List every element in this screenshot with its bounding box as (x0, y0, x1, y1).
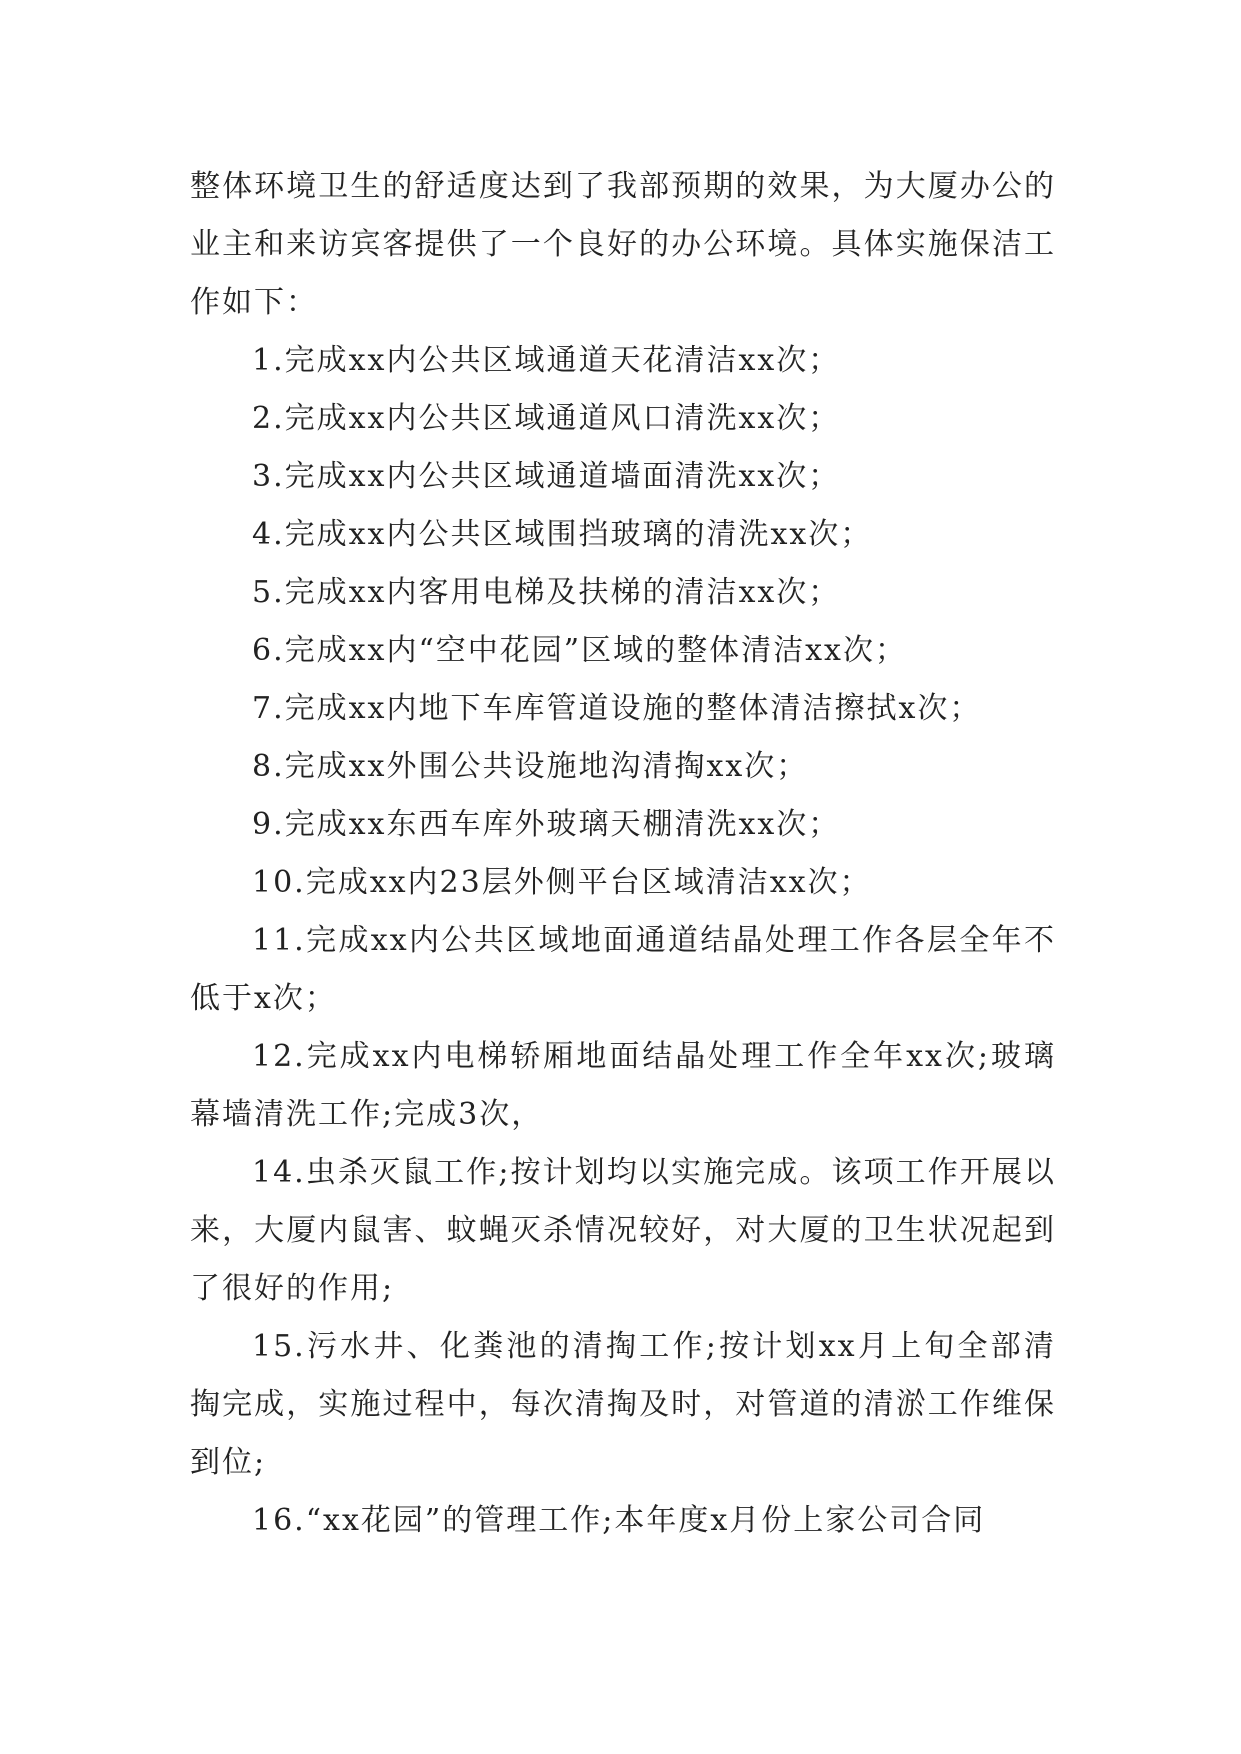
list-item-12: 12.完成xx内电梯轿厢地面结晶处理工作全年xx次;玻璃幕墙清洗工作;完成3次， (190, 1039, 1056, 1132)
list-item-15: 15.污水井、化粪池的清掏工作;按计划xx月上旬全部清掏完成，实施过程中，每次清掏及时，对管道的清淤工作维保到位; (190, 1329, 1056, 1480)
list-item-9: 9.完成xx东西车库外玻璃天棚清洗xx次； (252, 807, 841, 842)
list-item-2: 2.完成xx内公共区域通道风口清洗xx次； (252, 401, 841, 436)
list-item-11: 11.完成xx内公共区域地面通道结晶处理工作各层全年不低于x次； (190, 923, 1056, 1016)
list-item-4: 4.完成xx内公共区域围挡玻璃的清洗xx次； (252, 517, 873, 552)
list-item-16: 16.“xx花园”的管理工作;本年度x月份上家公司合同 (252, 1503, 986, 1538)
list-item-7: 7.完成xx内地下车库管道设施的整体清洁擦拭x次； (252, 691, 982, 726)
list-item-3: 3.完成xx内公共区域通道墙面清洗xx次； (252, 459, 841, 494)
document-body (190, 158, 1056, 1550)
list-item-6: 6.完成xx内“空中花园”区域的整体清洁xx次； (252, 633, 907, 668)
list-item-10: 10.完成xx内23层外侧平台区域清洁xx次； (252, 865, 872, 900)
list-item-8: 8.完成xx外围公共设施地沟清掏xx次； (252, 749, 809, 784)
paragraph-intro: 整体环境卫生的舒适度达到了我部预期的效果，为大厦办公的业主和来访宾客提供了一个良好的办公环境。具体实施保洁工作如下： (190, 169, 1056, 320)
list-item-14: 14.虫杀灭鼠工作;按计划均以实施完成。该项工作开展以来，大厦内鼠害、蚊蝇灭杀情况较好，对大厦的卫生状况起到了很好的作用; (190, 1155, 1056, 1306)
list-item-5: 5.完成xx内客用电梯及扶梯的清洁xx次； (252, 575, 841, 610)
list-item-1: 1.完成xx内公共区域通道天花清洁xx次； (252, 343, 841, 378)
